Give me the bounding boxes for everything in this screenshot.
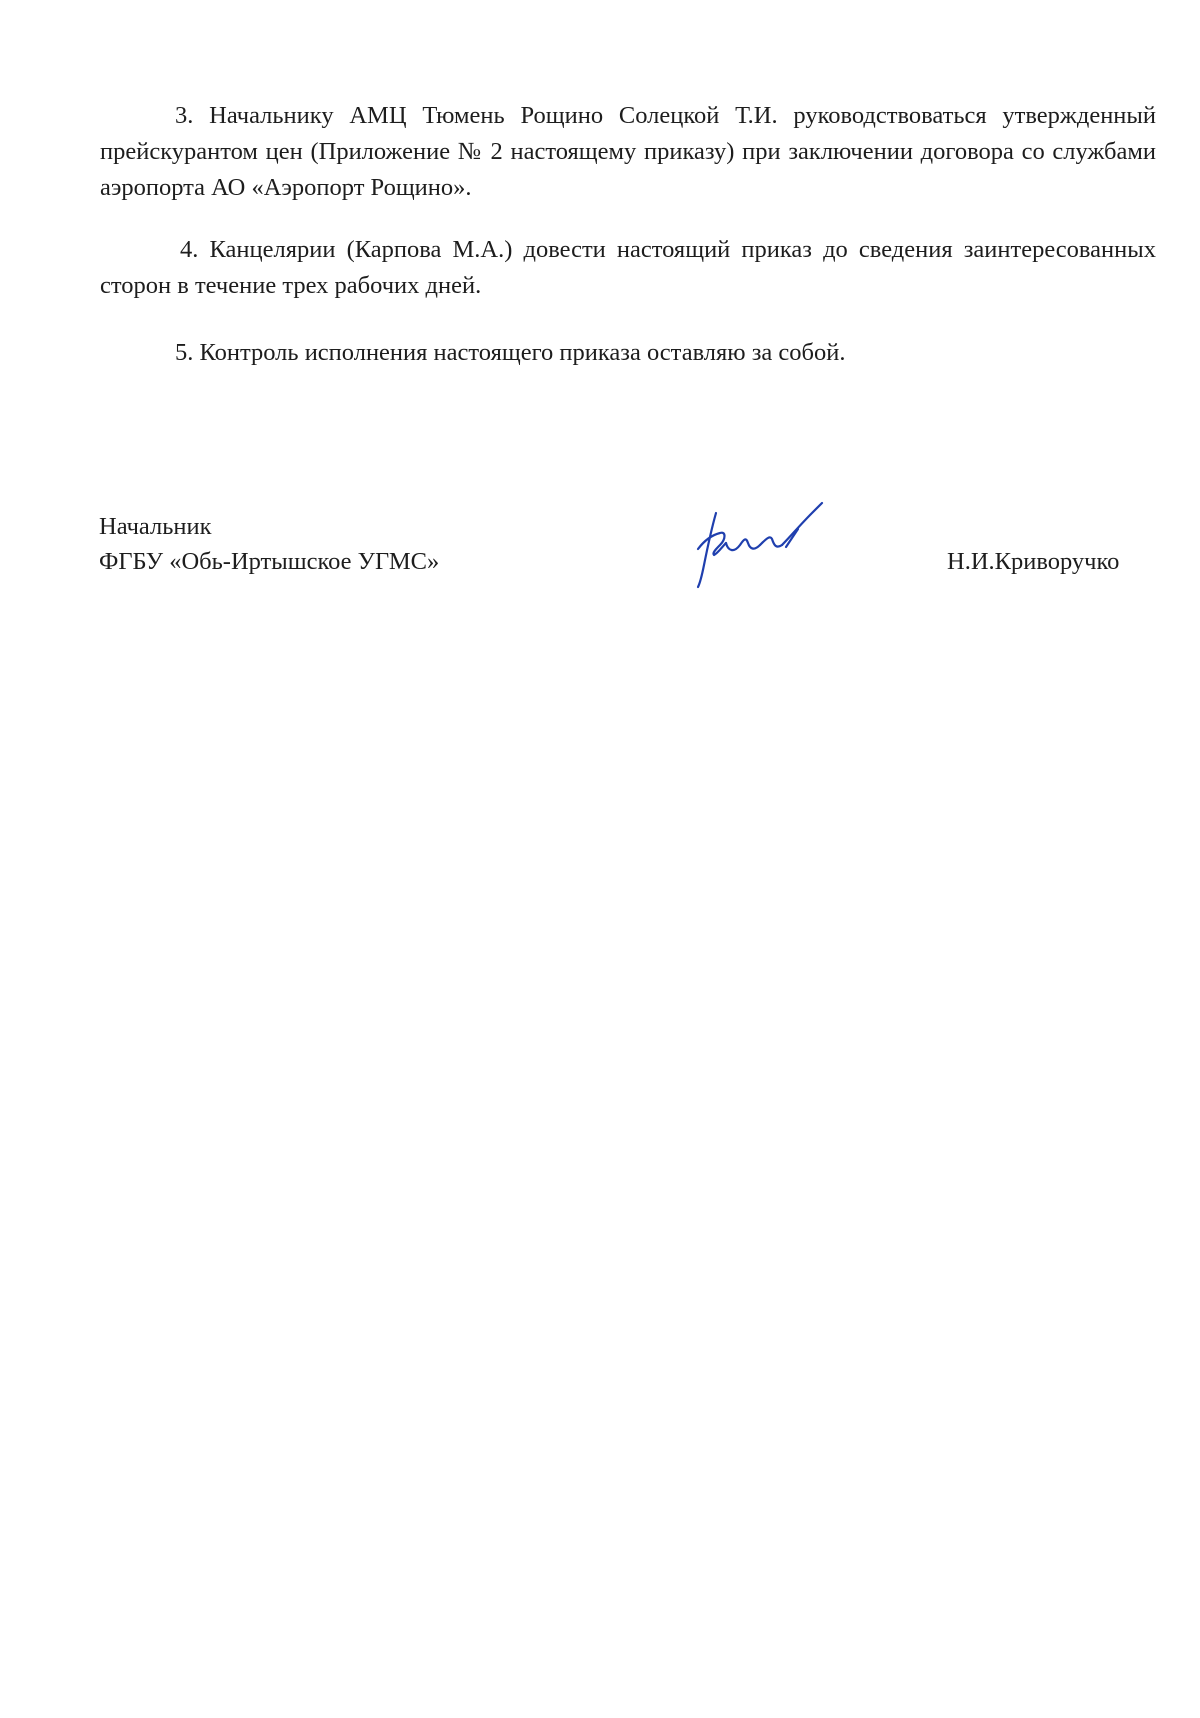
paragraph-5: 5. Контроль исполнения настоящего приказа оставляю за собой.: [175, 339, 846, 366]
organization-name: ФГБУ «Обь-Иртышское УГМС»: [99, 548, 440, 575]
handwritten-signature: [690, 495, 830, 591]
paragraph-3: 3. Начальнику АМЦ Тюмень Рощино Солецкой Т.И. руководствоваться утвержденный прейскурантом цен (Приложение № 2 настоящему приказу) при заключении договора со службами аэропорта АО «Аэропорт Рощино».: [100, 102, 1156, 201]
signer-name: Н.И.Криворучко: [947, 548, 1120, 575]
signatory-title-block: [99, 509, 439, 579]
position-title: Начальник: [99, 513, 212, 540]
paragraph-4: 4. Канцелярии (Карпова М.А.) довести настоящий приказ до сведения заинтересованных сторон в течение трех рабочих дней.: [100, 236, 1156, 299]
